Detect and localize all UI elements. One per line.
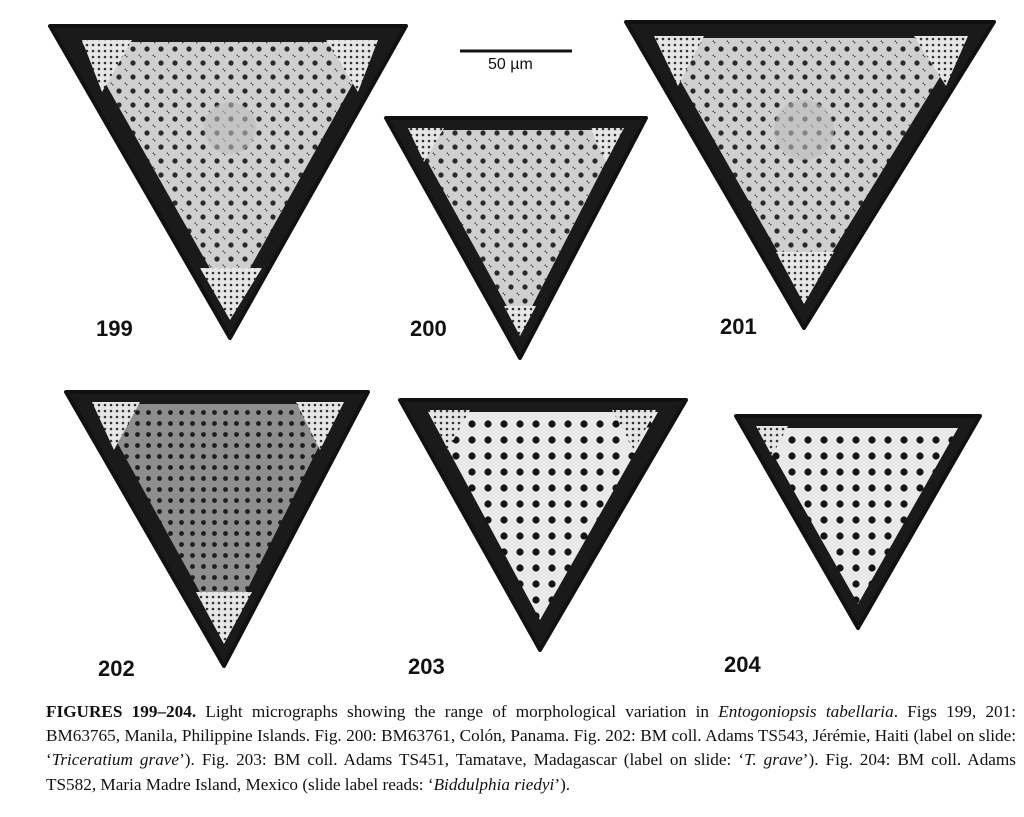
micrograph-199 xyxy=(50,26,406,338)
micrograph-204 xyxy=(736,416,980,628)
micrograph-201 xyxy=(626,22,994,328)
scale-bar-label: 50 µm xyxy=(488,56,533,73)
caption-text: ’). xyxy=(554,774,571,794)
figure-number-200: 200 xyxy=(410,316,447,341)
caption-lead: FIGURES 199–204. xyxy=(46,702,197,721)
caption-text: ’). Fig. 204: BM coll. Adams TS582, Maria Madre Island, Mexico (slide label reads: ‘ xyxy=(46,750,1016,794)
figure-caption xyxy=(46,700,1016,797)
micrograph-203 xyxy=(400,400,686,650)
figure-number-204: 204 xyxy=(724,652,761,677)
caption-species: Entogoniopsis tabellaria xyxy=(718,702,894,721)
figure-number-202: 202 xyxy=(98,656,135,681)
caption-slide-label-203: T. grave xyxy=(744,750,803,770)
caption-slide-label-202: Triceratium grave xyxy=(51,750,180,770)
figure-number-201: 201 xyxy=(720,314,757,339)
figure-number-199: 199 xyxy=(96,316,133,341)
figure-number-203: 203 xyxy=(408,654,445,679)
caption-slide-label-204: Biddulphia riedyi xyxy=(433,774,555,794)
micrograph-202 xyxy=(66,392,368,666)
caption-text: . Figs 199, 201: BM63765, Manila, Philippine Islands. Fig. 200: BM63761, Colón, Panama. Fig. 202: BM coll. Adams TS543, Jérémie, Haiti (label on slide: ‘ xyxy=(46,702,1017,770)
caption-text: Light micrographs showing the range of morphological variation in xyxy=(196,702,719,721)
caption-text: ’). Fig. 203: BM coll. Adams TS451, Tamatave, Madagascar (label on slide: ‘ xyxy=(179,750,745,770)
